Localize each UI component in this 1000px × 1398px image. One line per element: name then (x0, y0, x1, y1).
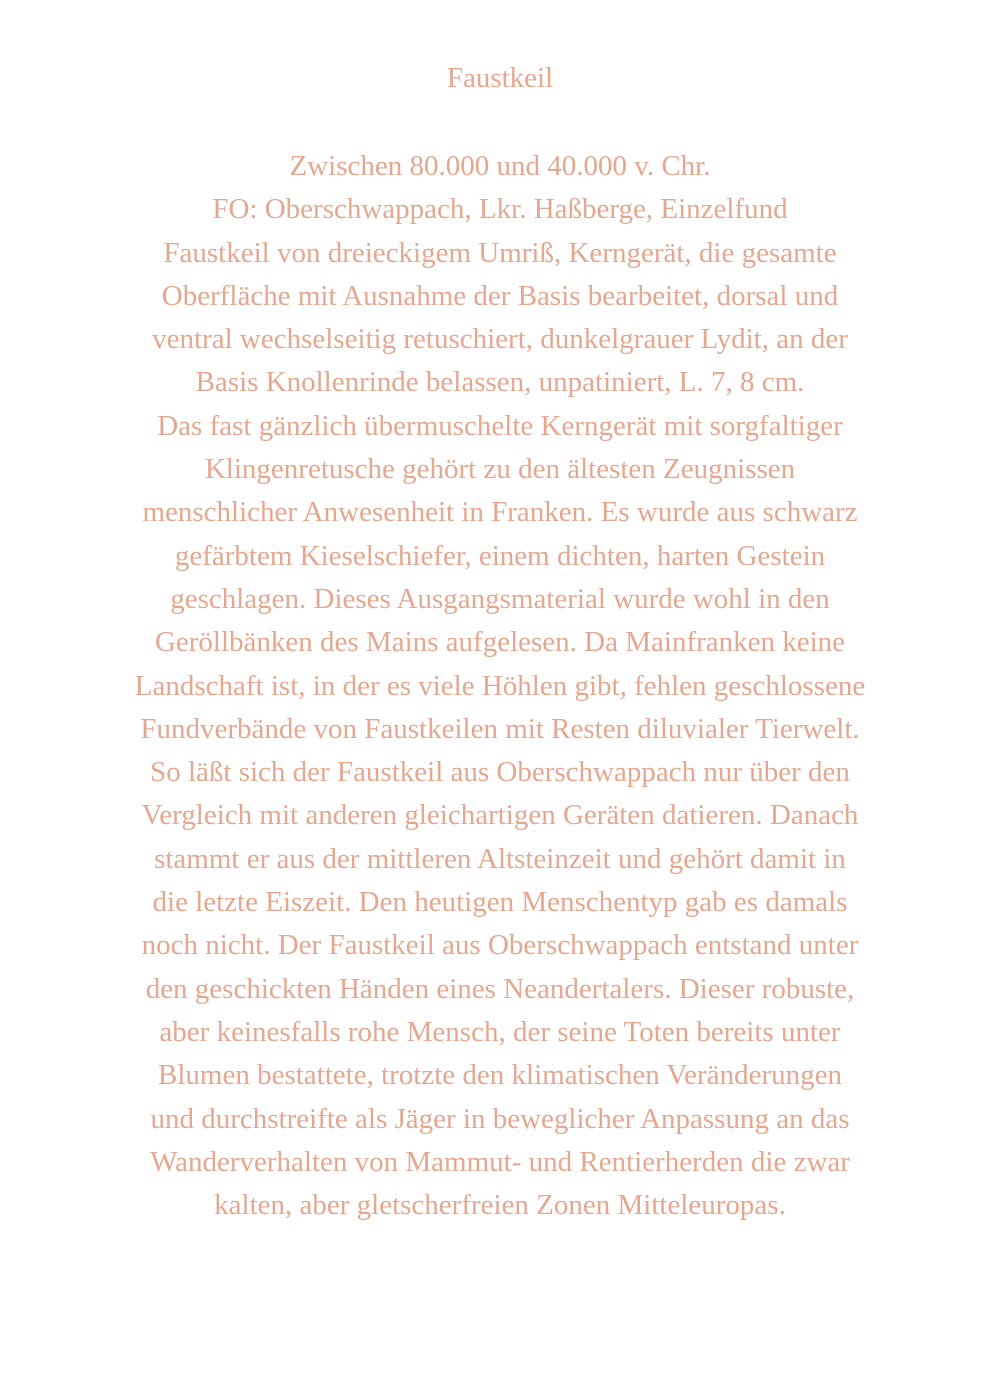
text-line: Oberfläche mit Ausnahme der Basis bearbeitet, dorsal und (161, 279, 839, 312)
text-line: die letzte Eiszeit. Den heutigen Menschentyp gab es damals (152, 886, 848, 919)
text-line: geschlagen. Dieses Ausgangsmaterial wurde wohl in den (170, 582, 830, 615)
document-title: Faustkeil (446, 62, 554, 94)
document-body (0, 145, 1000, 1227)
text-line: menschlicher Anwesenheit in Franken. Es wurde aus schwarz (142, 496, 858, 529)
text-line: Wanderverhalten von Mammut- und Rentierherden die zwar (150, 1145, 850, 1178)
text-line: ventral wechselseitig retuschiert, dunkelgrauer Lydit, an der (152, 323, 848, 356)
text-line: aber keinesfalls rohe Mensch, der seine Toten bereits unter (159, 1015, 841, 1048)
text-line: stammt er aus der mittleren Altsteinzeit und gehört damit in (154, 842, 846, 875)
text-line: Vergleich mit anderen gleichartigen Geräten datieren. Danach (141, 799, 859, 832)
text-line: So läßt sich der Faustkeil aus Oberschwappach nur über den (150, 756, 850, 789)
text-line: FO: Oberschwappach, Lkr. Haßberge, Einzelfund (212, 193, 788, 226)
text-line: Fundverbände von Faustkeilen mit Resten diluvialer Tierwelt. (140, 712, 860, 745)
text-line: Klingenretusche gehört zu den ältesten Zeugnissen (204, 453, 796, 486)
text-line: Zwischen 80.000 und 40.000 v. Chr. (289, 150, 711, 182)
text-line: Faustkeil von dreieckigem Umriß, Kerngerät, die gesamte (163, 236, 837, 269)
text-line: Blumen bestattete, trotzte den klimatischen Veränderungen (158, 1059, 842, 1092)
text-line: Das fast gänzlich übermuschelte Kerngerät mit sorgfaltiger (157, 409, 843, 442)
text-line: Basis Knollenrinde belassen, unpatiniert, L. 7, 8 cm. (195, 366, 805, 399)
text-line: den geschickten Händen eines Neandertalers. Dieser robuste, (145, 972, 855, 1005)
text-line: Geröllbänken des Mains aufgelesen. Da Mainfranken keine (154, 626, 846, 659)
text-line: Landschaft ist, in der es viele Höhlen gibt, fehlen geschlossene (134, 669, 866, 702)
text-line: gefärbtem Kieselschiefer, einem dichten, harten Gestein (174, 539, 826, 572)
text-line: kalten, aber gletscherfreien Zonen Mitteleuropas. (214, 1189, 786, 1222)
text-line: und durchstreifte als Jäger in beweglicher Anpassung an das (150, 1102, 850, 1135)
text-line: noch nicht. Der Faustkeil aus Oberschwappach entstand unter (141, 929, 859, 962)
